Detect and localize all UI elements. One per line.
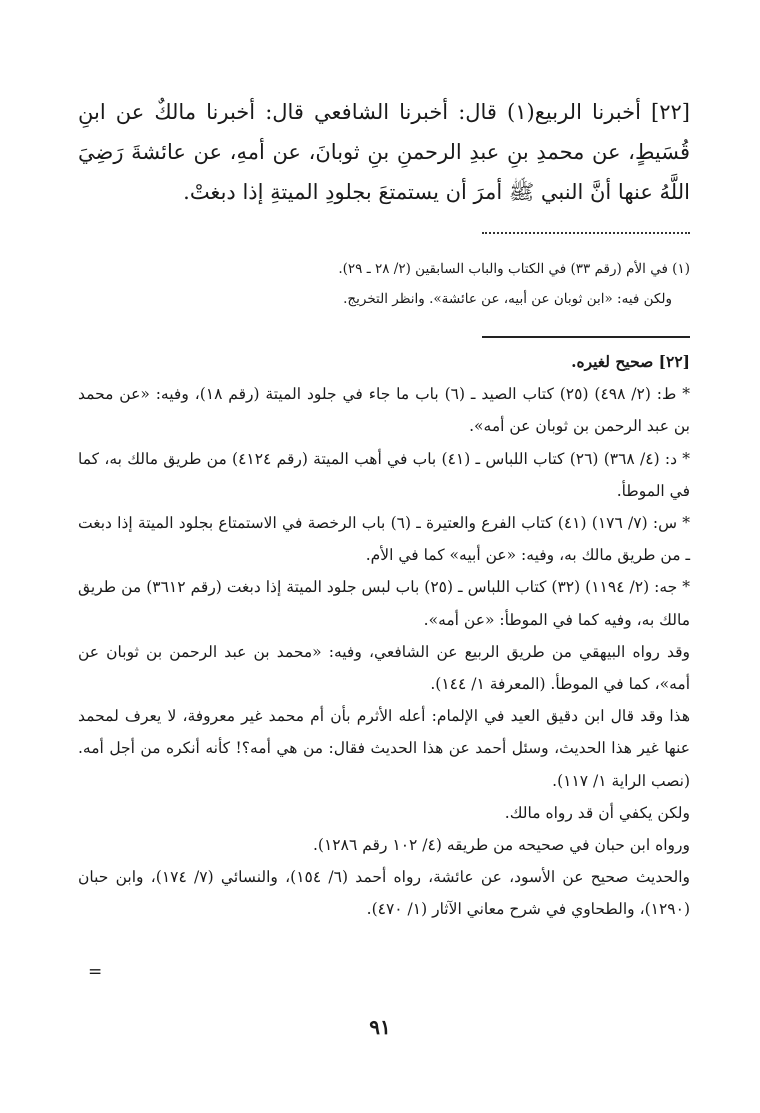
footnote-1: (١) في الأم (رقم ٣٣) في الكتاب والباب السابقين (٢/ ٢٨ ـ ٢٩).: [338, 261, 690, 277]
takhrij-entry-bayhaqi: وقد رواه البيهقي من طريق الربيع عن الشافعي، وفيه: «محمد بن عبد الرحمن بن ثوبان عن أمه»، كما في الموطأ. (المعرفة ١/ ١٤٤).: [78, 642, 690, 694]
hadith-text: [78, 92, 690, 212]
footnote-1-continuation: ولكن فيه: «ابن ثوبان عن أبيه، عن عائشة». وانظر التخريج.: [343, 291, 672, 307]
takhrij-section: [78, 346, 690, 926]
takhrij-entry-ilmam: هذا وقد قال ابن دقيق العيد في الإلمام: أعله الأثرم بأن أم محمد غير معروفة، لا يعرف لمحمد عنها غير هذا الحديث، وسئل أحمد عن هذا الحديث فقال: من هي أمه؟! كأنه أنكره من أجل أمه. (نصب الراية ١/ ١١٧).: [78, 707, 690, 790]
takhrij-separator: [482, 336, 690, 338]
takhrij-entry-abu-dawud: * د: (٤/ ٣٦٨) (٢٦) كتاب اللباس ـ (٤١) باب في أهب الميتة (رقم ٤١٢٤) من طريق مالك به، كما في الموطأ.: [78, 449, 690, 500]
takhrij-entry-ibn-hibban: ورواه ابن حبان في صحيحه من طريقه (٤/ ١٠٢ رقم ١٢٨٦).: [313, 836, 690, 855]
takhrij-entry-malik: ولكن يكفي أن قد رواه مالك.: [504, 803, 690, 822]
footnote-separator-dotted: [482, 232, 690, 234]
hadith-paragraph: [٢٢] أخبرنا الربيع(١) قال: أخبرنا الشافعي قال: أخبرنا مالكٌ عن ابنِ قُسَيطٍ، عن محمدِ بنِ عبدِ الرحمنِ بنِ ثوبانَ، عن أمهِ، عن عائشةَ رَضِيَ اللَّهُ عنها أنَّ النبي ﷺ أمرَ أن يستمتعَ بجلودِ الميتةِ إذا دبغتْ.: [78, 100, 690, 204]
takhrij-heading: [٢٢] صحيح لغيره.: [571, 352, 690, 371]
takhrij-entry-ibn-majah: * جه: (٢/ ١١٩٤) (٣٢) كتاب اللباس ـ (٢٥) باب لبس جلود الميتة إذا دبغت (رقم ٣٦١٢) من طريق مالك به، وفيه كما في الموطأ: «عن أمه».: [78, 578, 690, 629]
takhrij-entry-nasai: * س: (٧/ ١٧٦) (٤١) كتاب الفرع والعتيرة ـ (٦) باب الرخصة في الاستمتاع بجلود الميتة إذا دبغت ـ من طريق مالك به، وفيه: «عن أبيه» كما في الأم.: [78, 514, 690, 565]
takhrij-entry-muwatta: * ط: (٢/ ٤٩٨) (٢٥) كتاب الصيد ـ (٦) باب ما جاء في جلود الميتة (رقم ١٨)، وفيه: «عن محمد بن عبد الرحمن بن ثوبان عن أمه».: [78, 385, 690, 436]
footnotes: [78, 254, 690, 314]
takhrij-entry-aswad: والحديث صحيح عن الأسود، عن عائشة، رواه أحمد (٦/ ١٥٤)، والنسائي (٧/ ١٧٤)، وابن حبان (١٢٩٠)، والطحاوي في شرح معاني الآثار (١/ ٤٧٠).: [78, 868, 691, 919]
continuation-mark: =: [88, 962, 103, 982]
page-number: ٩١: [369, 1015, 391, 1039]
